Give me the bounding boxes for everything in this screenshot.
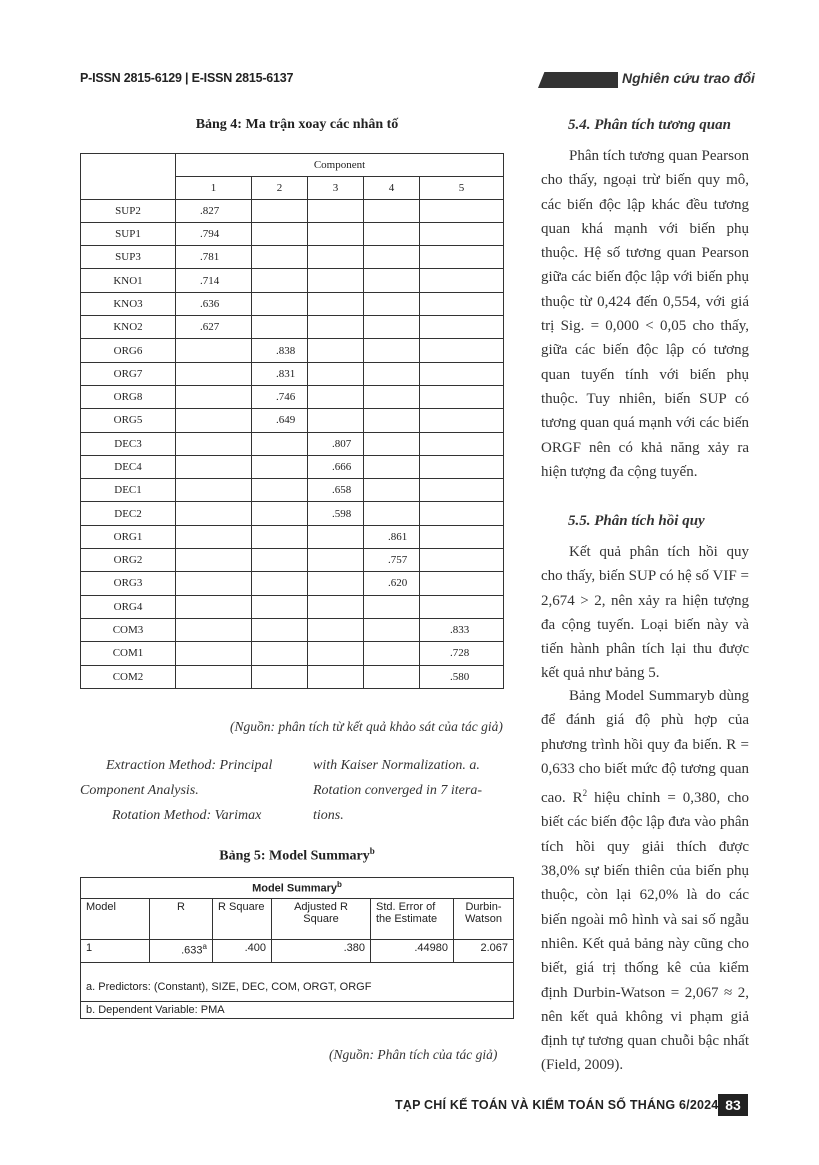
table-row (81, 409, 504, 432)
row-label: DEC3 (81, 432, 176, 455)
loading-cell (420, 455, 504, 478)
table-row (81, 618, 504, 641)
table-row (81, 339, 504, 362)
table-row (81, 525, 504, 548)
table4-note-left (80, 753, 290, 828)
loading-cell (308, 595, 364, 618)
table5-title-text: Bảng 5: Model Summary (219, 848, 370, 864)
loading-cell: .666 (308, 455, 364, 478)
superscript: 2 (582, 788, 588, 799)
table-row (81, 269, 504, 292)
loading-cell: .627 (176, 316, 252, 339)
loading-cell (252, 665, 308, 688)
row-label: ORG3 (81, 572, 176, 595)
loading-cell (364, 432, 420, 455)
loading-cell (308, 549, 364, 572)
paragraph-text (541, 684, 749, 1078)
header-r: R (150, 899, 213, 940)
note-line: Rotation Method: Varimax (112, 808, 262, 823)
header-line: Adjusted R (294, 901, 348, 913)
row-label: KNO3 (81, 292, 176, 315)
loading-cell (420, 595, 504, 618)
note-line: with Kaiser Normalization. a. (313, 758, 480, 773)
loading-cell: .714 (176, 269, 252, 292)
rotated-component-matrix (80, 153, 504, 689)
paragraph-text: Phân tích tương quan Pearson cho thấy, ngoại trừ biến quy mô, các biến độc lập khác đều tương quan khá mạnh với biến phụ thuộc. Hệ số tương quan Pearson giữa các biến độc lập với biến phụ thuộc từ 0,424 đến 0,554, với giá trị Sig. = 0,000 < 0,05 cho thấy, giữa các biến độc lập có tương quan tuyến tính với biến phụ thuộc. Tuy nhiên, biến SUP có tương quan quá mạnh với các biến ORGF nên có khả năng xảy ra hiện tượng đa cộng tuyến. (541, 148, 749, 480)
loading-cell: .620 (364, 572, 420, 595)
paragraph-regression (541, 540, 749, 686)
row-label: ORG1 (81, 525, 176, 548)
loading-cell (252, 292, 308, 315)
loading-cell (420, 549, 504, 572)
header-model: Model (81, 899, 150, 940)
loading-cell: .746 (252, 385, 308, 408)
loading-cell (308, 292, 364, 315)
loading-cell (176, 432, 252, 455)
loading-cell: .827 (176, 199, 252, 222)
table-header-row (81, 878, 514, 899)
issn-header: P-ISSN 2815-6129 | E-ISSN 2815-6137 (80, 71, 294, 85)
loading-cell (420, 432, 504, 455)
table4-title: Bảng 4: Ma trận xoay các nhân tố (195, 117, 399, 132)
table-row (81, 362, 504, 385)
loading-cell (176, 595, 252, 618)
row-label: KNO1 (81, 269, 176, 292)
cell-durbin-watson: 2.067 (454, 940, 514, 963)
loading-cell (420, 199, 504, 222)
paragraph-part: hiệu chỉnh = 0,380, cho biết các biến độc lập đưa vào phân tích hồi quy giải thích được 38,0% sự biến thiên của biến phụ thuộc, còn lại 62,0% là do các biến ngoài mô hình và sai số ngẫu nhiên. Kết quả bảng này cũng cho biết, giá trị thống kê của kiểm định Durbin-Watson = 2,067 ≈ 2, nên kết quả không vi phạm giả định tự tương quan chuỗi bậc nhất (Field, 2009). (541, 790, 749, 1074)
loading-cell (252, 316, 308, 339)
model-summary-title-text: Model Summary (252, 882, 338, 895)
loading-cell (420, 525, 504, 548)
loading-cell (364, 292, 420, 315)
note-line: Component Analysis. (80, 783, 199, 798)
loading-cell: .861 (364, 525, 420, 548)
model-summary-title (81, 878, 514, 899)
paragraph-part: Bảng Model Summaryb dùng để đánh giá độ phù hợp của phương trình hồi quy đa biến. R = 0,633 cho biết mức độ tương quan cao. R (541, 688, 749, 807)
loading-cell: .580 (420, 665, 504, 688)
note-a: a. Predictors: (Constant), SIZE, DEC, COM, ORGT, ORGF (81, 963, 514, 1002)
table-row (81, 1002, 514, 1019)
loading-cell (420, 572, 504, 595)
loading-cell: .757 (364, 549, 420, 572)
loading-cell (364, 479, 420, 502)
row-label: ORG4 (81, 595, 176, 618)
loading-cell (176, 618, 252, 641)
table-corner-cell (81, 154, 176, 200)
header-durbin-watson (454, 899, 514, 940)
loading-cell (252, 479, 308, 502)
loading-cell (308, 222, 364, 245)
row-label: ORG2 (81, 549, 176, 572)
heading-5-5: 5.5. Phân tích hồi quy (568, 513, 705, 529)
table-row (81, 963, 514, 1002)
loading-cell (420, 479, 504, 502)
loading-cell (364, 595, 420, 618)
header-std-error (371, 899, 454, 940)
row-label: COM2 (81, 665, 176, 688)
cell-r-sup: a (202, 942, 207, 951)
column-header: 4 (364, 177, 420, 199)
table-header-row (81, 154, 504, 177)
page-number: 83 (718, 1094, 748, 1116)
loading-cell (252, 502, 308, 525)
row-label: ORG7 (81, 362, 176, 385)
loading-cell (364, 409, 420, 432)
row-label: DEC2 (81, 502, 176, 525)
loading-cell (176, 549, 252, 572)
note-line: tions. (313, 808, 344, 823)
loading-cell (420, 269, 504, 292)
header-line: Std. Error of (376, 901, 436, 913)
loading-cell: .636 (176, 292, 252, 315)
heading-5-4: 5.4. Phân tích tương quan (568, 117, 731, 133)
loading-cell: .807 (308, 432, 364, 455)
cell-r (150, 940, 213, 963)
loading-cell (252, 595, 308, 618)
table-row (81, 549, 504, 572)
loading-cell (420, 339, 504, 362)
column-header: 2 (252, 177, 308, 199)
column-header: 1 (176, 177, 252, 199)
loading-cell: .794 (176, 222, 252, 245)
loading-cell (308, 572, 364, 595)
model-summary-title-sup: b (337, 880, 342, 889)
paragraph-text: Kết quả phân tích hồi quy cho thấy, biến SUP có hệ số VIF = 2,674 > 2, nên xảy ra hiện tượng đa cộng tuyến. Loại biến này và tiến hành phân tích lại thu được kết quả như bảng 5. (541, 544, 749, 682)
loading-cell (176, 385, 252, 408)
loading-cell (176, 665, 252, 688)
loading-cell (364, 502, 420, 525)
loading-cell (252, 618, 308, 641)
loading-cell (420, 292, 504, 315)
loading-cell (252, 455, 308, 478)
loading-cell: .838 (252, 339, 308, 362)
row-label: DEC4 (81, 455, 176, 478)
note-line: Rotation converged in 7 itera- (313, 783, 482, 798)
journal-footer: TẠP CHÍ KẾ TOÁN VÀ KIỂM TOÁN SỐ THÁNG 6/2024 (395, 1098, 719, 1112)
loading-cell (176, 339, 252, 362)
loading-cell (308, 199, 364, 222)
paragraph-correlation (541, 144, 749, 484)
row-label: ORG8 (81, 385, 176, 408)
loading-cell (364, 665, 420, 688)
loading-cell (176, 479, 252, 502)
table-row (81, 665, 504, 688)
loading-cell (252, 269, 308, 292)
row-label: DEC1 (81, 479, 176, 502)
loading-cell: .728 (420, 642, 504, 665)
table-row (81, 572, 504, 595)
header-line: Watson (465, 913, 502, 925)
component-header: Component (176, 154, 504, 177)
cell-std-error: .44980 (371, 940, 454, 963)
loading-cell (308, 269, 364, 292)
loading-cell (308, 385, 364, 408)
loading-cell (364, 269, 420, 292)
header-r-square: R Square (213, 899, 272, 940)
loading-cell (364, 316, 420, 339)
loading-cell: .833 (420, 618, 504, 641)
loading-cell (364, 642, 420, 665)
loading-cell (308, 339, 364, 362)
note-line: Extraction Method: Principal (106, 758, 273, 773)
table4-source: (Nguồn: phân tích từ kết quả khảo sát của tác giả) (230, 719, 503, 734)
table-row (81, 199, 504, 222)
loading-cell (420, 362, 504, 385)
header-decor-bar (538, 72, 618, 88)
cell-adjusted-r: .380 (272, 940, 371, 963)
loading-cell (252, 199, 308, 222)
loading-cell (176, 409, 252, 432)
row-label: COM1 (81, 642, 176, 665)
table-row (81, 940, 514, 963)
section-label: Nghiên cứu trao đổi (622, 70, 755, 86)
loading-cell (364, 246, 420, 269)
loading-cell (364, 199, 420, 222)
table-row (81, 222, 504, 245)
table5-title-sup: b (369, 846, 375, 856)
note-b: b. Dependent Variable: PMA (81, 1002, 514, 1019)
header-line: Square (303, 913, 339, 925)
loading-cell (364, 618, 420, 641)
table-row (81, 642, 504, 665)
loading-cell (308, 362, 364, 385)
loading-cell (420, 316, 504, 339)
column-header: 5 (420, 177, 504, 199)
loading-cell (252, 525, 308, 548)
loading-cell (176, 525, 252, 548)
row-label: ORG6 (81, 339, 176, 362)
loading-cell (308, 246, 364, 269)
paragraph-model-summary (541, 684, 749, 1078)
table-row (81, 455, 504, 478)
row-label: KNO2 (81, 316, 176, 339)
table-row (81, 595, 504, 618)
cell-model: 1 (81, 940, 150, 963)
table-row (81, 502, 504, 525)
loading-cell: .831 (252, 362, 308, 385)
table-row (81, 479, 504, 502)
loading-cell (252, 572, 308, 595)
loading-cell (364, 339, 420, 362)
header-adjusted-r (272, 899, 371, 940)
row-label: ORG5 (81, 409, 176, 432)
loading-cell (176, 455, 252, 478)
loading-cell (308, 665, 364, 688)
loading-cell (308, 316, 364, 339)
column-header: 3 (308, 177, 364, 199)
loading-cell (308, 618, 364, 641)
loading-cell: .658 (308, 479, 364, 502)
loading-cell (252, 642, 308, 665)
table-row (81, 246, 504, 269)
loading-cell (308, 409, 364, 432)
loading-cell (252, 222, 308, 245)
table-row (81, 316, 504, 339)
row-label: SUP2 (81, 199, 176, 222)
loading-cell (364, 455, 420, 478)
row-label: COM3 (81, 618, 176, 641)
loading-cell (420, 409, 504, 432)
loading-cell (252, 246, 308, 269)
loading-cell (364, 362, 420, 385)
table-header-row (81, 899, 514, 940)
loading-cell (420, 246, 504, 269)
loading-cell (176, 362, 252, 385)
loading-cell (176, 642, 252, 665)
row-label: SUP3 (81, 246, 176, 269)
table-row (81, 385, 504, 408)
loading-cell (364, 222, 420, 245)
loading-cell (252, 432, 308, 455)
table4-note-right (313, 753, 518, 828)
table5-source: (Nguồn: Phân tích của tác giả) (329, 1047, 498, 1062)
table-row (81, 432, 504, 455)
loading-cell (308, 642, 364, 665)
cell-r-square: .400 (213, 940, 272, 963)
loading-cell (420, 502, 504, 525)
loading-cell (420, 222, 504, 245)
loading-cell: .598 (308, 502, 364, 525)
loading-cell (252, 549, 308, 572)
loading-cell (176, 502, 252, 525)
loading-cell (364, 385, 420, 408)
table-row (81, 292, 504, 315)
table5-title (80, 846, 514, 865)
loading-cell: .649 (252, 409, 308, 432)
header-line: Durbin- (465, 901, 502, 913)
cell-r-value: .633 (181, 944, 203, 957)
row-label: SUP1 (81, 222, 176, 245)
header-line: the Estimate (376, 913, 438, 925)
model-summary-table (80, 877, 514, 1019)
loading-cell (176, 572, 252, 595)
loading-cell (420, 385, 504, 408)
loading-cell: .781 (176, 246, 252, 269)
loading-cell (308, 525, 364, 548)
